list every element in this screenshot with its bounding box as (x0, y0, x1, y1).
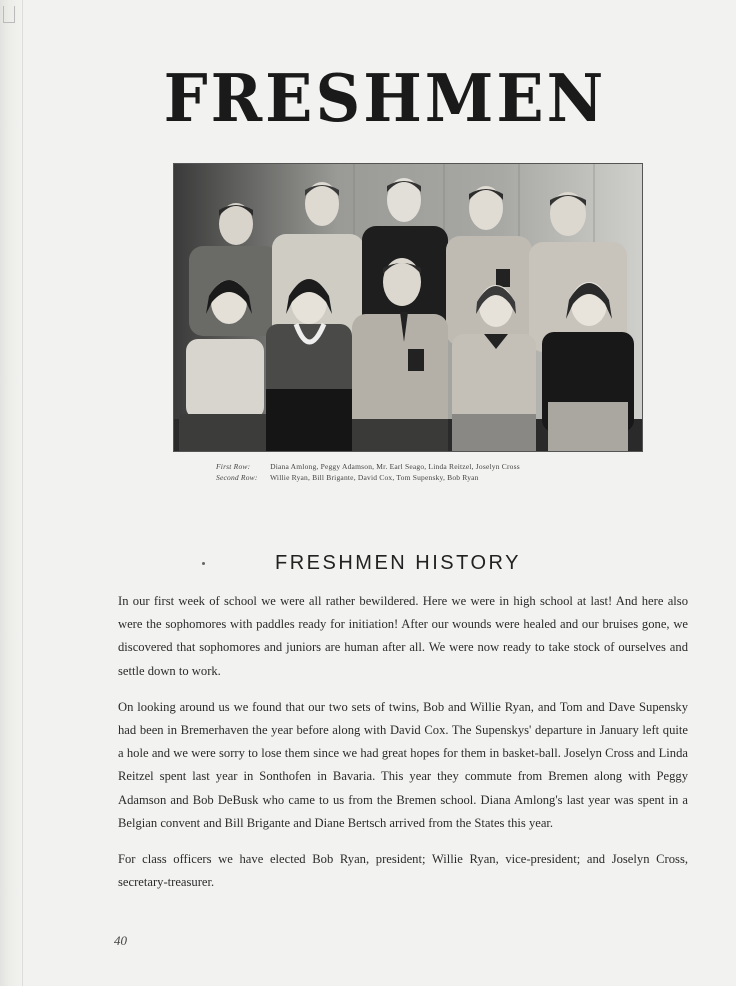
history-paragraph: On looking around us we found that our two sets of twins, Bob and Willie Ryan, and Tom and Dave Supensky had been in Bremerhaven the year before along with David Cox. The Supenskys' departure in January left quite a hole and we were sorry to lose them since we had great hopes for them in basket-ball. Joselyn Cross and Linda Reitzel spent last year in Sonthofen in Bavaria. This year they commute from Bremen along with Peggy Adamson and Bob DeBusk who came to us from the Bremen school. Diana Amlong's last year was spent in a Belgian convent and Bill Brigante and Diane Bertsch arrived from the States this year. (118, 699, 688, 830)
page-title: FRESHMEN (163, 60, 607, 137)
history-paragraph: For class officers we have elected Bob Ryan, president; Willie Ryan, vice-president; and Joselyn Cross, secretary-treasurer. (118, 852, 688, 890)
second-row-label: Second Row: (216, 473, 258, 482)
page-binding-edge (0, 0, 23, 986)
first-row-label: First Row: (216, 462, 251, 471)
photo-illustration (174, 164, 642, 451)
history-body (118, 590, 688, 907)
binding-mark (3, 6, 15, 23)
photo-caption (216, 461, 696, 483)
first-row-names: Diana Amlong, Peggy Adamson, Mr. Earl Seago, Linda Reitzel, Joselyn Cross (270, 462, 520, 471)
class-group-photo (173, 163, 643, 452)
caption-second-row (216, 472, 696, 483)
page-number: 40 (114, 933, 127, 948)
second-row-names: Willie Ryan, Bill Brigante, David Cox, Tom Supensky, Bob Ryan (269, 473, 479, 482)
caption-first-row (216, 461, 696, 472)
history-paragraph: In our first week of school we were all rather bewildered. Here we were in high school at last! And here also were the sophomores with paddles ready for initiation! After our wounds were healed and our bruises gone, we discovered that sophomores and juniors are human after all. We were now ready to take stock of ourselves and settle down to work. (118, 594, 688, 678)
section-heading: FRESHMEN HISTORY (275, 552, 521, 574)
